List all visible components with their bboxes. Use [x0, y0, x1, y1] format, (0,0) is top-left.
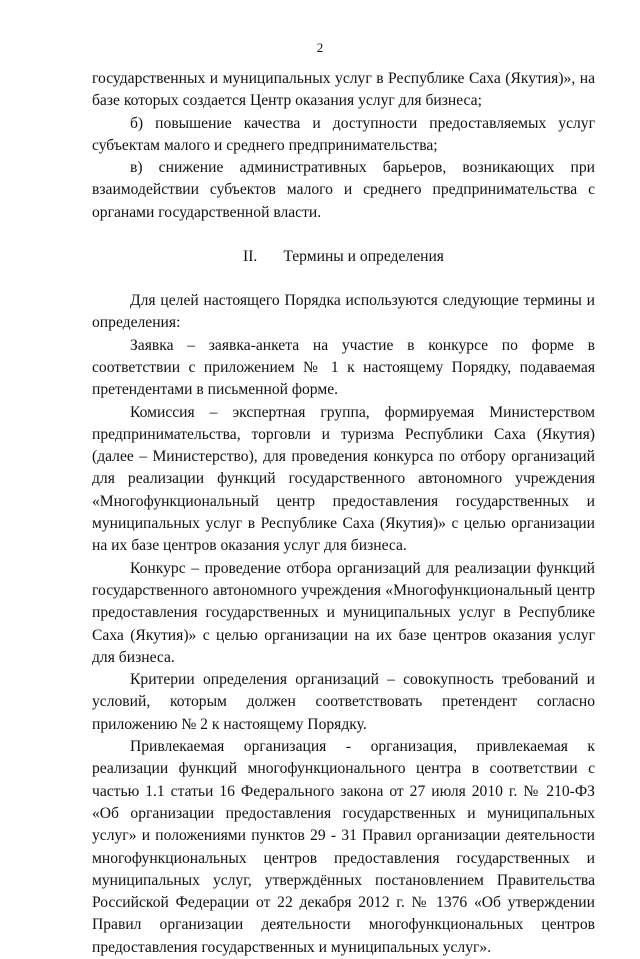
definition-commission: Комиссия – экспертная группа, формируемая Министерством предпринимательства, торговли и туризма Республики Саха (Якутия) (далее – Министерство), для проведения конкурса по отбору организаций для реализации функций государственного автономного учреждения «Многофункциональный центр предоставления государственных и муниципальных услуг в Республике Саха (Якутия)» с целью организации на их базе центров оказания услуг для бизнеса. — [92, 403, 595, 555]
document-body — [92, 68, 595, 959]
definition-engaged-organization: Привлекаемая организация - организация, привлекаемая к реализации функций многофункционального центра в соответствии с частью 1.1 статьи 16 Федерального закона от 27 июля 2010 г. № 210-ФЗ «Об организации предоставления государственных и муниципальных услуг» и положениями пунктов 29 - 31 Правил организации деятельности многофункциональных центров предоставления государственных и муниципальных услуг, утверждённых постановлением Правительства Российской Федерации от 22 декабря 2012 г. № 1376 «Об утверждении Правил организации деятельности многофункциональных центров предоставления государственных и муниципальных услуг». — [92, 738, 595, 956]
intro-paragraph-continuation: государственных и муниципальных услуг в Республике Саха (Якутия)», на базе которых создается Центр оказания услуг для бизнеса; — [92, 70, 595, 110]
definition-criteria: Критерии определения организаций – совокупность требований и условий, которым должен соответствовать претендент согласно приложению № 2 к настоящему Порядку. — [92, 671, 595, 733]
section-heading — [92, 246, 595, 268]
section-number: II. — [243, 248, 258, 266]
definition-contest: Конкурс – проведение отбора организаций для реализации функций государственного автономного учреждения «Многофункциональный центр предоставления государственных и муниципальных услуг в Республике Саха (Якутия)» с целью организации на их базе центров оказания услуг для бизнеса. — [92, 559, 595, 666]
intro-paragraph-b: б) повышение качества и доступности предоставляемых услуг субъектам малого и среднего предпринимательства; — [92, 114, 595, 154]
definitions-intro: Для целей настоящего Порядка используются следующие термины и определения: — [92, 292, 595, 332]
page-number: 2 — [316, 40, 324, 55]
intro-paragraph-c: в) снижение административных барьеров, возникающих при взаимодействии субъектов малого и среднего предпринимательства с органами государственной власти. — [92, 159, 595, 221]
definition-application: Заявка – заявка-анкета на участие в конкурсе по форме в соответствии с приложением № 1 к настоящему Порядку, подаваемая претендентами в письменной форме. — [92, 336, 595, 399]
section-title: Термины и определения — [283, 248, 444, 266]
